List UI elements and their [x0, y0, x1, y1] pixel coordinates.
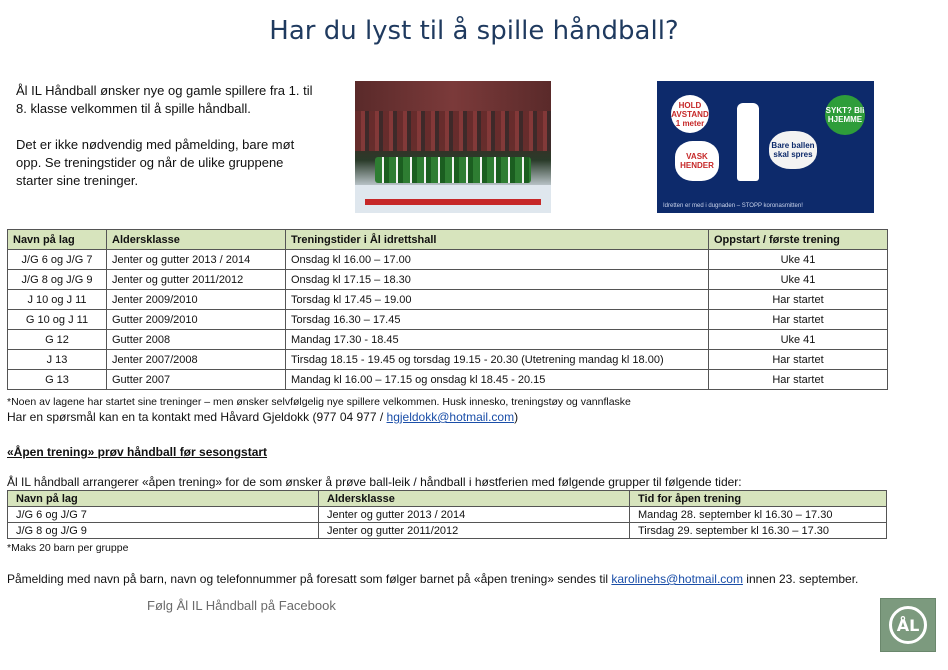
cell-start: Har startet — [709, 290, 888, 310]
table-row — [8, 310, 888, 330]
cell-times: Mandag kl 16.00 – 17.15 og onsdag kl 18.45 - 20.15 — [286, 370, 709, 390]
cell-team: G 12 — [8, 330, 107, 350]
cell-team: J/G 6 og J/G 7 — [8, 250, 107, 270]
schedule-note: *Noen av lagene har startet sine treninger – men ønsker selvfølgelig nye spillere velkommen. Husk innesko, treningstøy og vannflaske — [7, 396, 631, 408]
contact-close: ) — [514, 410, 519, 424]
col-header-team: Navn på lag — [8, 491, 319, 507]
cell-age: Jenter og gutter 2013 / 2014 — [319, 507, 630, 523]
cell-age: Jenter og gutter 2013 / 2014 — [107, 250, 286, 270]
col-header-team: Navn på lag — [8, 230, 107, 250]
signup-text: Påmelding med navn på barn, navn og telefonnummer på foresatt som følger barnet på «åpen trening» sendes til — [7, 572, 612, 586]
open-training-text: Ål IL håndball arrangerer «åpen trening» for de som ønsker å prøve ball-leik / håndball i høstferien med følgende grupper til følgende tider: — [7, 475, 742, 489]
col-header-age: Aldersklasse — [107, 230, 286, 250]
col-header-start: Oppstart / første trening — [709, 230, 888, 250]
club-logo — [880, 598, 936, 652]
team-photo — [355, 81, 551, 213]
stay-home-badge: SYKT? Bli HJEMME — [825, 95, 865, 135]
signup-line — [7, 572, 858, 586]
cell-team: J/G 8 og J/G 9 — [8, 270, 107, 290]
facebook-link[interactable]: Følg Ål IL Håndball på Facebook — [147, 598, 336, 613]
open-training-heading: «Åpen trening» prøv håndball før sesongstart — [7, 445, 268, 459]
table-row — [8, 290, 888, 310]
cell-age: Jenter 2009/2010 — [107, 290, 286, 310]
col-header-time: Tid for åpen trening — [630, 491, 887, 507]
cell-age: Jenter og gutter 2011/2012 — [319, 523, 630, 539]
cell-times: Mandag 17.30 - 18.45 — [286, 330, 709, 350]
cell-age: Gutter 2009/2010 — [107, 310, 286, 330]
cell-team: G 10 og J 11 — [8, 310, 107, 330]
table-row — [8, 523, 887, 539]
max-kids-note: *Maks 20 barn per gruppe — [7, 542, 129, 554]
covid-poster — [657, 81, 874, 213]
table-row — [8, 507, 887, 523]
contact-email-link[interactable]: hgjeldokk@hotmail.com — [386, 410, 515, 424]
cell-times: Onsdag kl 17.15 – 18.30 — [286, 270, 709, 290]
cell-age: Jenter og gutter 2011/2012 — [107, 270, 286, 290]
table-row — [8, 370, 888, 390]
open-header-row — [8, 491, 887, 507]
cell-start: Har startet — [709, 310, 888, 330]
intro-text — [16, 82, 316, 208]
cell-team: G 13 — [8, 370, 107, 390]
cell-team: J/G 8 og J/G 9 — [8, 523, 319, 539]
cell-team: J 13 — [8, 350, 107, 370]
schedule-table — [7, 229, 888, 390]
table-row — [8, 330, 888, 350]
wash-hands-badge: VASK HENDER — [675, 141, 719, 181]
cell-time: Tirsdag 29. september kl 16.30 – 17.30 — [630, 523, 887, 539]
schedule-header-row — [8, 230, 888, 250]
ball-badge: Bare ballen skal spres — [769, 131, 817, 169]
keep-distance-badge: HOLD AVSTAND 1 meter — [671, 95, 709, 133]
cell-start: Uke 41 — [709, 250, 888, 270]
cell-team: J/G 6 og J/G 7 — [8, 507, 319, 523]
cell-age: Gutter 2008 — [107, 330, 286, 350]
table-row — [8, 270, 888, 290]
col-header-age: Aldersklasse — [319, 491, 630, 507]
contact-line — [7, 410, 518, 424]
cell-times: Onsdag kl 16.00 – 17.00 — [286, 250, 709, 270]
intro-paragraph-1: Ål IL Håndball ønsker nye og gamle spillere fra 1. til 8. klasse velkommen til å spille håndball. — [16, 83, 313, 116]
page-title: Har du lyst til å spille håndball? — [269, 16, 679, 46]
cell-start: Uke 41 — [709, 270, 888, 290]
signup-after: innen 23. september. — [742, 572, 859, 586]
signup-email-link[interactable]: karolinehs@hotmail.com — [611, 572, 743, 586]
cell-age: Gutter 2007 — [107, 370, 286, 390]
cell-start: Har startet — [709, 350, 888, 370]
cell-start: Uke 41 — [709, 330, 888, 350]
table-row — [8, 250, 888, 270]
open-training-table — [7, 490, 887, 539]
cell-times: Tirsdag 18.15 - 19.45 og torsdag 19.15 - 20.30 (Utetrening mandag kl 18.00) — [286, 350, 709, 370]
cell-team: J 10 og J 11 — [8, 290, 107, 310]
contact-text: Har en spørsmål kan en ta kontakt med Håvard Gjeldokk (977 04 977 / — [7, 410, 387, 424]
intro-paragraph-2: Det er ikke nødvendig med påmelding, bare møt opp. Se treningstider og når de ulike gruppene starter sine treninger. — [16, 137, 295, 188]
table-row — [8, 350, 888, 370]
cell-times: Torsdag 16.30 – 17.45 — [286, 310, 709, 330]
cell-start: Har startet — [709, 370, 888, 390]
col-header-times: Treningstider i Ål idrettshall — [286, 230, 709, 250]
cell-age: Jenter 2007/2008 — [107, 350, 286, 370]
poster-footer: Idretten er med i dugnaden – STOPP koronasmitten! — [663, 203, 803, 209]
drinking-bottle-icon — [737, 103, 759, 181]
cell-times: Torsdag kl 17.45 – 19.00 — [286, 290, 709, 310]
logo-mark: ÅL — [889, 606, 927, 644]
cell-time: Mandag 28. september kl 16.30 – 17.30 — [630, 507, 887, 523]
